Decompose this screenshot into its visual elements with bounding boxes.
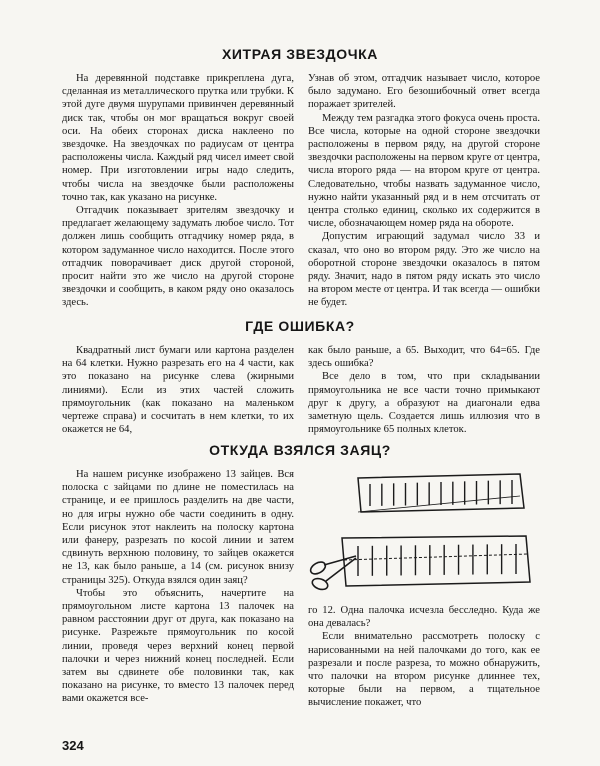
- top-strip: [358, 474, 524, 512]
- paragraph: как было раньше, а 65. Выходит, что 64=65. Где здесь ошибка?: [308, 345, 540, 370]
- page-number: 324: [62, 738, 84, 753]
- paragraph: Чтобы это объяснить, начертите на прямоугольном листе картона 13 палочек на равном расстоянии друг от друга, как показано на рисунке. Разрежьте прямоугольник по косой линии, проведя через верхний конец первой палочки и через нижний конец последней. Если затем вы сдвинете обе половинки так, как показано на рисунке, то вместо 13 палочек перед вами окажется все-: [62, 587, 294, 705]
- section3-title: ОТКУДА ВЗЯЛСЯ ЗАЯЦ?: [209, 442, 391, 458]
- paragraph: Все дело в том, что при складывании прямоугольника не все части точно примыкают друг к другу, а образуют на диагонали едва заметную щель. Создается лишь иллюзия что в прямоугольнике 65 полных клеток.: [308, 371, 540, 436]
- section3-right-column: [308, 604, 540, 710]
- section1-left-column: [62, 72, 294, 310]
- paragraph: Квадратный лист бумаги или картона разделен на 64 клетки. Нужно разрезать его на 4 части, как это показано на рисунке слева (жирными линиями). Если из этих частей сложить прямоугольник (как показано на маленьком чертеже справа) и сосчитать в нем клетки, то их окажется не 64,: [62, 345, 294, 436]
- section1-right-column: [308, 72, 540, 310]
- paragraph: го 12. Одна палочка исчезла бесследно. Куда же она девалась?: [308, 605, 540, 630]
- paragraph: Узнав об этом, отгадчик называет число, которое было задумано. Его безошибочный ответ всегда поражает зрителей.: [308, 73, 540, 111]
- paragraph: Между тем разгадка этого фокуса очень проста. Все числа, которые на одной стороне звездочки расположены в первом ряду, на другой стороне звездочки расположены на первом круге от центра, числа второго ряда — на втором круге от центра. Следовательно, чтобы назвать задуманное число, нужно найти указанный ряд и в нем отсчитать от центра столько единиц, сколько их содержится в числе, обозначающем номер ряда на обороте.: [308, 112, 540, 230]
- paragraph: Допустим играющий задумал число 33 и сказал, что оно во втором ряду. Это же число на оборотной стороне звездочки оказалось в пятом ряду. Значит, надо в пятом ряду искать это число на втором месте от центра. И так всегда — ошибки не будет.: [308, 231, 540, 309]
- section2-left-column: [62, 344, 294, 436]
- section1-title: ХИТРАЯ ЗВЕЗДОЧКА: [221, 46, 379, 62]
- section3-left-column: [62, 468, 294, 706]
- paragraph: На нашем рисунке изображено 13 зайцев. Вся полоска с зайцами по длине не поместилась на странице, и ее пришлось разделить на две части, но для игры нужно обе части соединить в одну. Если рисунок этот наклеить на полоску картона или фанеру, разрезать по косой линии и затем сдвинуть верхнюю половину, то зайцев окажется не 13, как было раньше, а 14 (см. рисунок внизу страницы 325). Откуда взялся один заяц?: [62, 469, 294, 586]
- bottom-strip: [342, 536, 530, 586]
- paragraph: Если внимательно рассмотреть полоску с нарисованными на ней палочками до того, как ее разрезали и после разреза, то можно обнаружить, что палочки на втором рисунке длиннее тех, которые были на первом, а тщательное вычисление покажет, что: [308, 631, 540, 709]
- bottom-cut-line: [344, 554, 528, 560]
- paragraph: На деревянной подставке прикреплена дуга, сделанная из металлического прутка или трубки. К этой дуге двумя шурупами привинчен деревянный диск так, чтобы он мог вращаться вокруг своей оси. На обеих сторонах диска наклеено по звездочке. На звездочках по радиусам от центра расположены числа. Каждый ряд чисел имеет свой номер. При изготовлении игры надо следить, чтобы числа на звездочке были расположены точно так, как указано на рисунке.: [62, 73, 294, 203]
- sticks-diagram: [306, 464, 546, 600]
- section2-title: ГДЕ ОШИБКА?: [245, 318, 355, 334]
- paragraph: Отгадчик показывает зрителям звездочку и предлагает желающему задумать любое число. Тот должен лишь сообщить отгадчику номер ряда, в котором задуманное число находится. После этого отгадчик поворачивает диск другой стороной, просит найти это же число на другой стороне звездочки и сообщить, в каком ряду оно оказалось здесь.: [62, 205, 294, 309]
- section2-right-column: [308, 344, 540, 436]
